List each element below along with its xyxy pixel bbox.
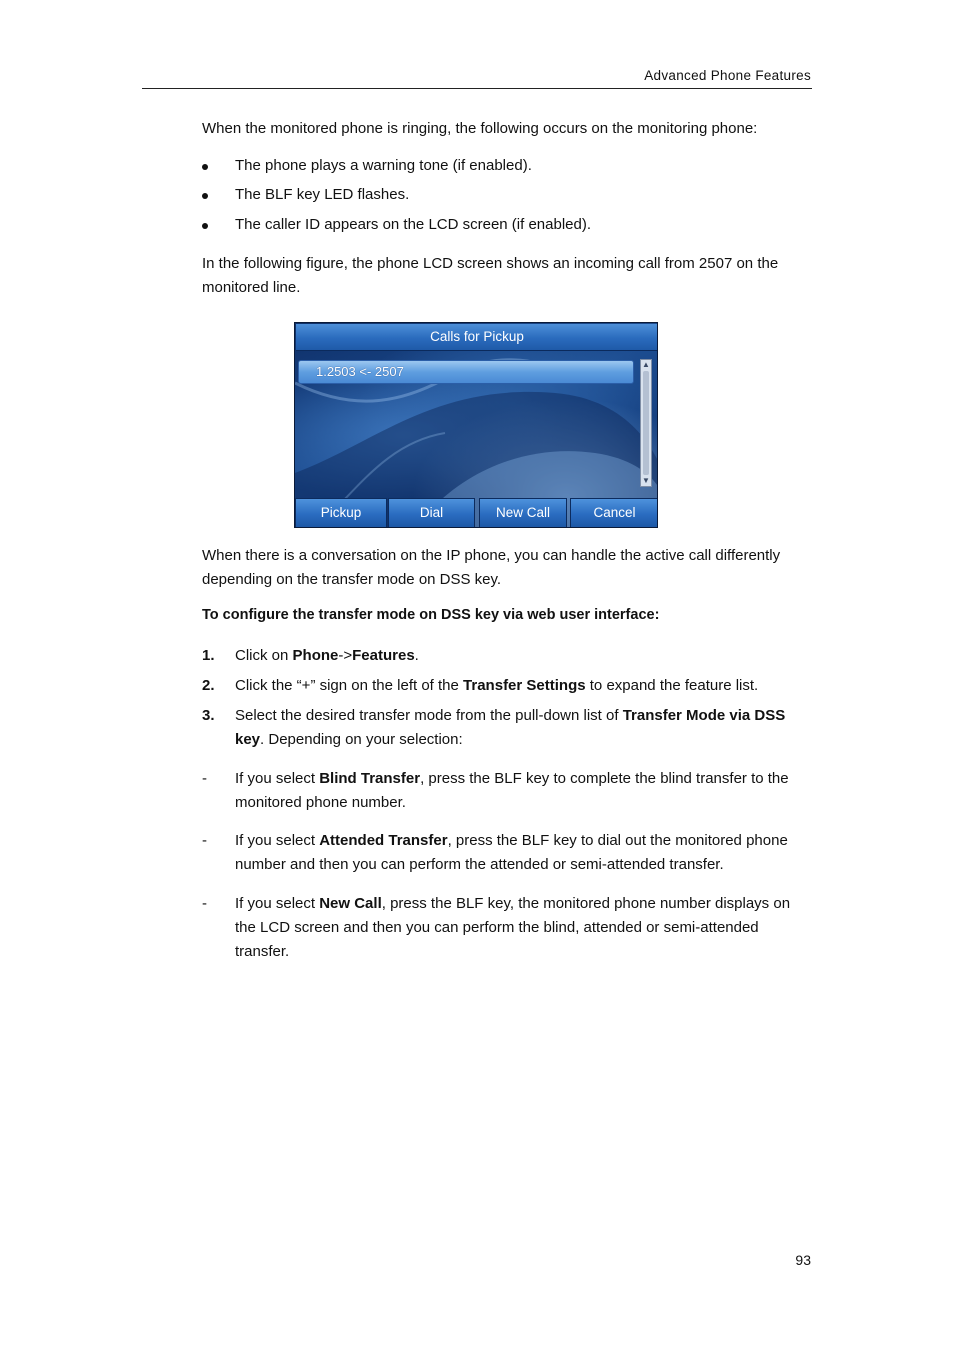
step-text: Click on Phone->Features. [235,647,419,664]
page-number: 93 [795,1252,811,1268]
figure-intro-paragraph [202,252,814,300]
bullet-text: The caller ID appears on the LCD screen (if enabled). [235,216,592,233]
transfer-mode-label-cont: key [235,731,261,748]
option-text: If you select Attended Transfer, press the BLF key to dial out the monitored phone number and then you can perform the attended or semi-attended transfer. [235,832,788,873]
option-text: If you select Blind Transfer, press the BLF key to complete the blind transfer to the monitored phone number. [235,770,789,811]
scroll-thumb[interactable] [643,371,649,475]
conversation-paragraph [202,544,814,592]
option-dash: - [202,895,207,912]
figure-intro-line: monitored line. [202,279,301,296]
scroll-up-arrow-icon[interactable]: ▲ [642,360,650,369]
pickup-call-item[interactable]: 1.2503 <- 2507 [298,360,634,384]
transfer-mode-label: Transfer Mode via DSS [622,707,786,724]
bullet-dot [202,213,212,237]
scroll-down-arrow-icon[interactable]: ▼ [642,476,650,485]
softkey-cancel[interactable]: Cancel [570,498,658,528]
step-text: Click the “+” sign on the left of the Transfer Settings to expand the feature list. [235,677,759,694]
lcd-scrollbar[interactable] [640,359,652,487]
bullet-dot [202,154,212,178]
conversation-line: When there is a conversation on the IP phone, you can handle the active call differently [202,547,781,564]
bullet-dot [202,183,212,207]
step-number: 1. [202,647,215,664]
figure-intro-line: In the following figure, the phone LCD screen shows an incoming call from 2507 on the [202,255,779,272]
bullet-text: The BLF key LED flashes. [235,186,410,203]
lcd-title-bar: Calls for Pickup [296,324,658,351]
menu-phone: Phone [292,647,339,664]
transfer-settings-label: Transfer Settings [463,677,586,694]
conversation-line: depending on the transfer mode on DSS key. [202,571,502,588]
procedure-heading: To configure the transfer mode on DSS key via web user interface: [202,607,660,623]
page-header-title: Advanced Phone Features [644,68,811,83]
header-rule [142,88,812,89]
bullet-text: The phone plays a warning tone (if enabled). [235,157,532,174]
option-text: If you select New Call, press the BLF key, the monitored phone number displays on the LCD screen and then you can perform the blind, attended or semi-attended transfer. [235,895,791,960]
softkey-dial[interactable]: Dial [388,498,475,528]
softkey-pickup[interactable]: Pickup [295,498,387,528]
step-number: 2. [202,677,215,694]
lcd-softkey-bar [295,498,658,528]
option-dash: - [202,832,207,849]
lcd-screen-figure [294,322,658,528]
intro-paragraph: When the monitored phone is ringing, the following occurs on the monitoring phone: [202,120,758,137]
step-text: Select the desired transfer mode from the pull-down list of Transfer Mode via DSS key. Depending on your selection: [235,707,786,748]
option-dash: - [202,770,207,787]
step-number: 3. [202,707,215,724]
menu-features: Features [352,647,415,664]
softkey-new-call[interactable]: New Call [479,498,567,528]
